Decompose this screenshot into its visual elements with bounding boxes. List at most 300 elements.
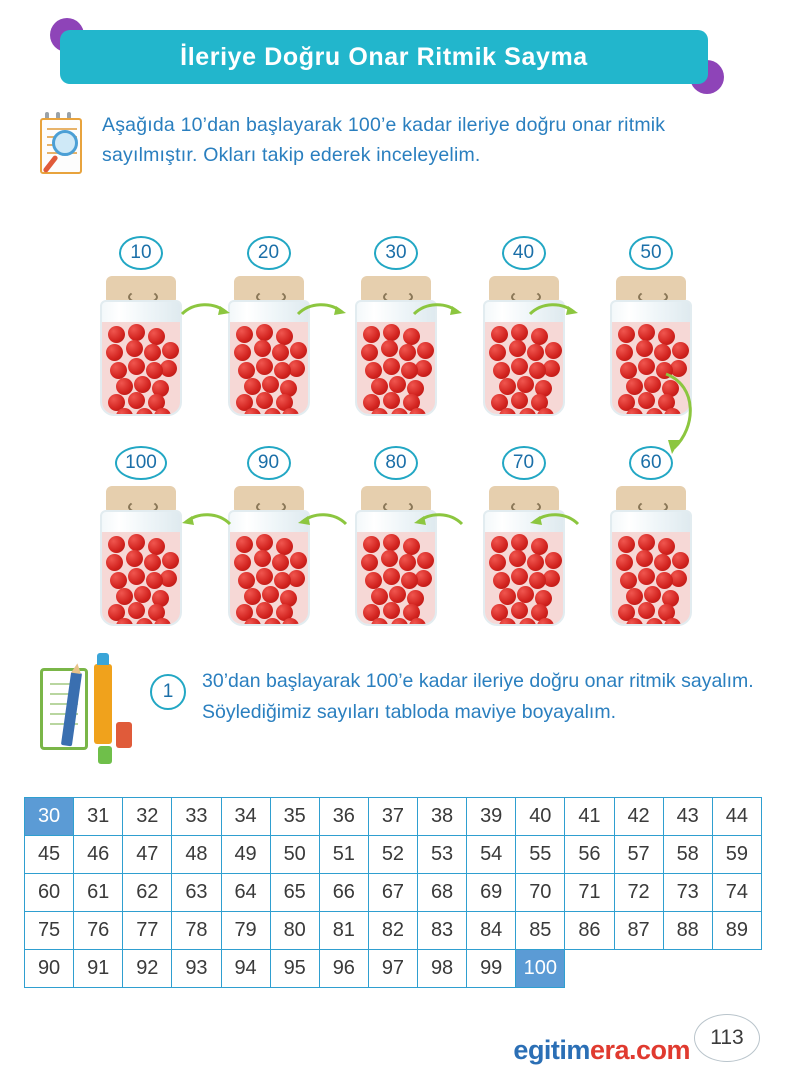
cherry	[238, 362, 255, 379]
cherry	[409, 618, 426, 626]
cherry	[672, 552, 689, 569]
cherry	[511, 392, 528, 409]
table-cell[interactable]: 39	[467, 798, 516, 836]
table-cell[interactable]: 40	[516, 798, 565, 836]
cherry	[489, 554, 506, 571]
table-cell[interactable]: 35	[270, 798, 319, 836]
cherry	[529, 572, 546, 589]
cherry	[254, 340, 271, 357]
table-cell[interactable]: 36	[319, 798, 368, 836]
table-cell[interactable]: 96	[319, 950, 368, 988]
jar-lid	[489, 486, 559, 512]
cherry	[262, 376, 279, 393]
cherry	[236, 326, 253, 343]
cherry	[144, 344, 161, 361]
cherry	[499, 618, 516, 626]
cherry-jar	[355, 486, 437, 626]
cherry	[244, 408, 261, 416]
cherry	[656, 572, 673, 589]
table-cell[interactable]: 66	[319, 874, 368, 912]
cherry	[531, 538, 548, 555]
page-title	[60, 30, 708, 84]
cherry	[361, 344, 378, 361]
flow-arrow-wrap-down	[646, 370, 706, 460]
flow-arrow-left	[296, 510, 348, 528]
table-cell[interactable]: 58	[663, 836, 712, 874]
magnifier-lens	[52, 130, 78, 156]
cherry	[491, 326, 508, 343]
cherry	[162, 342, 179, 359]
table-cell[interactable]: 73	[663, 874, 712, 912]
cherry	[146, 362, 163, 379]
table-cell[interactable]: 94	[221, 950, 270, 988]
cherry	[116, 588, 133, 605]
table-cell[interactable]: 81	[319, 912, 368, 950]
cherry	[371, 618, 388, 626]
jar-lid	[361, 486, 431, 512]
cherry	[626, 588, 643, 605]
cherry	[545, 342, 562, 359]
jar-body	[100, 300, 182, 416]
cherry	[290, 342, 307, 359]
table-cell[interactable]: 72	[614, 874, 663, 912]
cherry	[493, 362, 510, 379]
jar-label: 30	[374, 236, 418, 270]
table-row	[25, 836, 762, 874]
table-cell[interactable]: 41	[565, 798, 614, 836]
jar-lid	[489, 276, 559, 302]
cherry	[658, 538, 675, 555]
cherry	[383, 324, 400, 341]
cherry	[371, 588, 388, 605]
cherry	[363, 536, 380, 553]
table-cell[interactable]: 31	[74, 798, 123, 836]
table-cell-empty	[712, 950, 761, 988]
cherry	[272, 344, 289, 361]
cherry	[531, 328, 548, 345]
table-cell[interactable]: 85	[516, 912, 565, 950]
jar-fill	[102, 532, 180, 624]
jar-cell	[469, 236, 579, 416]
cherry	[365, 362, 382, 379]
cherry	[106, 344, 123, 361]
table-cell-empty	[614, 950, 663, 988]
table-cell[interactable]: 93	[172, 950, 221, 988]
cherry	[399, 554, 416, 571]
cherry	[527, 344, 544, 361]
jar-fill	[612, 532, 690, 624]
cherry	[128, 324, 145, 341]
table-cell[interactable]: 75	[25, 912, 74, 950]
jar-label: 50	[629, 236, 673, 270]
table-cell[interactable]: 51	[319, 836, 368, 874]
cherry	[381, 340, 398, 357]
cherry	[128, 602, 145, 619]
cherry	[517, 586, 534, 603]
cherry	[409, 408, 426, 416]
cherry	[128, 358, 145, 375]
cherry-jar	[228, 276, 310, 416]
cherry	[110, 362, 127, 379]
cherry	[361, 554, 378, 571]
table-cell[interactable]: 45	[25, 836, 74, 874]
intro-block	[36, 110, 746, 180]
cherry	[128, 534, 145, 551]
table-cell[interactable]: 99	[467, 950, 516, 988]
jar-lid	[234, 486, 304, 512]
table-cell[interactable]: 59	[712, 836, 761, 874]
table-cell-empty	[565, 950, 614, 988]
table-cell[interactable]: 82	[368, 912, 417, 950]
cherry	[654, 344, 671, 361]
cherry-jar	[100, 486, 182, 626]
cherry	[389, 376, 406, 393]
table-cell[interactable]: 56	[565, 836, 614, 874]
table-cell[interactable]: 46	[74, 836, 123, 874]
table-cell[interactable]: 62	[123, 874, 172, 912]
watermark-second: era.com	[589, 1035, 690, 1065]
jar-cell	[86, 446, 196, 626]
jar-cell	[469, 446, 579, 626]
table-row	[25, 874, 762, 912]
table-cell[interactable]: 57	[614, 836, 663, 874]
cherry	[626, 378, 643, 395]
flow-arrow-right	[296, 300, 348, 318]
cherry	[256, 534, 273, 551]
cherry	[620, 572, 637, 589]
table-cell[interactable]: 60	[25, 874, 74, 912]
cherry	[511, 324, 528, 341]
cherry	[256, 324, 273, 341]
cherry	[154, 618, 171, 626]
cherry	[403, 328, 420, 345]
table-cell[interactable]: 38	[418, 798, 467, 836]
table-row	[25, 912, 762, 950]
jar-fill	[230, 322, 308, 414]
cherry	[244, 588, 261, 605]
cherry	[511, 568, 528, 585]
cherry-jar	[228, 486, 310, 626]
cherry	[499, 588, 516, 605]
jar-label: 20	[247, 236, 291, 270]
cherry	[365, 572, 382, 589]
table-cell[interactable]: 77	[123, 912, 172, 950]
cherry	[511, 358, 528, 375]
table-cell[interactable]: 53	[418, 836, 467, 874]
table-cell[interactable]: 44	[712, 798, 761, 836]
jar-row-bottom	[86, 446, 706, 626]
cherry-jar	[483, 276, 565, 416]
cherry	[636, 550, 653, 567]
cherry	[519, 408, 536, 416]
intro-text: Aşağıda 10’dan başlayarak 100’e kadar ileriye doğru onar ritmik sayılmıştır. Okları takip ederek inceleyelim.	[102, 114, 666, 166]
table-cell[interactable]: 64	[221, 874, 270, 912]
cherry	[638, 568, 655, 585]
cherry	[363, 326, 380, 343]
table-cell[interactable]: 42	[614, 798, 663, 836]
flow-arrow-left	[412, 510, 464, 528]
cherry	[616, 344, 633, 361]
table-cell[interactable]: 88	[663, 912, 712, 950]
cherry	[116, 618, 133, 626]
page-number: 113	[694, 1014, 760, 1062]
cherry	[383, 534, 400, 551]
watermark	[513, 1035, 690, 1066]
jar-lid	[616, 276, 686, 302]
cherry	[519, 618, 536, 626]
table-cell[interactable]: 79	[221, 912, 270, 950]
cherry	[276, 538, 293, 555]
cherry	[636, 340, 653, 357]
cherry	[128, 568, 145, 585]
table-cell[interactable]: 54	[467, 836, 516, 874]
table-cell[interactable]: 65	[270, 874, 319, 912]
cherry	[403, 538, 420, 555]
cherry	[417, 342, 434, 359]
cherry	[517, 376, 534, 393]
cherry	[389, 586, 406, 603]
cherry	[383, 602, 400, 619]
cherry	[638, 324, 655, 341]
table-cell[interactable]: 61	[74, 874, 123, 912]
table-cell[interactable]: 80	[270, 912, 319, 950]
watermark-first: egitim	[513, 1035, 590, 1065]
table-cell[interactable]: 37	[368, 798, 417, 836]
cherry	[264, 408, 281, 416]
jar-label: 70	[502, 446, 546, 480]
cherry	[126, 340, 143, 357]
cherry	[274, 572, 291, 589]
jar-label: 60	[629, 446, 673, 480]
cherry	[276, 328, 293, 345]
jar-label: 100	[115, 446, 167, 480]
cherry	[134, 586, 151, 603]
cherry	[509, 550, 526, 567]
jar-label: 80	[374, 446, 418, 480]
table-cell[interactable]: 95	[270, 950, 319, 988]
table-cell[interactable]: 76	[74, 912, 123, 950]
cherry	[644, 586, 661, 603]
table-cell[interactable]: 92	[123, 950, 172, 988]
cherry	[116, 408, 133, 416]
cherry	[154, 408, 171, 416]
cherry	[110, 572, 127, 589]
table-cell[interactable]: 84	[467, 912, 516, 950]
number-table	[24, 797, 762, 988]
jar-cell	[341, 446, 451, 626]
table-cell[interactable]: 34	[221, 798, 270, 836]
table-cell[interactable]: 55	[516, 836, 565, 874]
cherry	[638, 602, 655, 619]
jar-fill	[102, 322, 180, 414]
cherry	[626, 408, 643, 416]
table-cell[interactable]: 97	[368, 950, 417, 988]
cherry-jar	[355, 276, 437, 416]
jar-fill	[357, 322, 435, 414]
table-cell-empty	[663, 950, 712, 988]
cherry	[234, 554, 251, 571]
table-cell[interactable]: 63	[172, 874, 221, 912]
cherry	[511, 534, 528, 551]
cherry	[401, 362, 418, 379]
cherry	[618, 536, 635, 553]
jar-lid	[234, 276, 304, 302]
cherry	[144, 554, 161, 571]
cherry	[262, 586, 279, 603]
jar-fill	[485, 532, 563, 624]
cherry	[236, 536, 253, 553]
jar-lid	[616, 486, 686, 512]
table-cell[interactable]: 74	[712, 874, 761, 912]
cherry	[126, 550, 143, 567]
cherry	[256, 602, 273, 619]
jar-cell	[341, 236, 451, 416]
table-cell[interactable]: 71	[565, 874, 614, 912]
title-banner	[42, 18, 726, 94]
table-row	[25, 798, 762, 836]
cherry	[638, 534, 655, 551]
jar-label: 10	[119, 236, 163, 270]
cherry	[672, 342, 689, 359]
cherry	[658, 328, 675, 345]
cherry	[134, 376, 151, 393]
cherry	[108, 536, 125, 553]
activity-block	[36, 660, 756, 772]
cherry	[499, 378, 516, 395]
table-cell[interactable]: 70	[516, 874, 565, 912]
cherry	[499, 408, 516, 416]
cherry	[244, 618, 261, 626]
cherry	[509, 340, 526, 357]
cherry	[527, 554, 544, 571]
cherry	[489, 344, 506, 361]
flow-arrow-left	[528, 510, 580, 528]
cherry	[264, 618, 281, 626]
cherry	[664, 618, 681, 626]
cherry	[146, 572, 163, 589]
cherry	[371, 408, 388, 416]
cherry	[256, 358, 273, 375]
activity-text: 30’dan başlayarak 100’e kadar ileriye doğru onar ritmik sayalım. Söylediğimiz sayıları tabloda maviye boyayalım.	[202, 670, 754, 723]
cherry	[545, 552, 562, 569]
jar-cell	[214, 446, 324, 626]
cherry	[401, 572, 418, 589]
cherry	[282, 618, 299, 626]
cherry	[371, 378, 388, 395]
cherry-jar	[100, 276, 182, 416]
marker-cap-green-icon	[98, 746, 112, 764]
jar-lid	[106, 276, 176, 302]
table-cell[interactable]: 90	[25, 950, 74, 988]
table-cell[interactable]: 83	[418, 912, 467, 950]
table-cell[interactable]: 100	[516, 950, 565, 988]
table-cell[interactable]: 50	[270, 836, 319, 874]
cherry	[116, 378, 133, 395]
cherry	[626, 618, 643, 626]
table-cell[interactable]: 91	[74, 950, 123, 988]
cherry	[106, 554, 123, 571]
cherry	[128, 392, 145, 409]
cherry	[282, 408, 299, 416]
cherry-jar	[483, 486, 565, 626]
table-cell[interactable]: 69	[467, 874, 516, 912]
jar-body	[100, 510, 182, 626]
cherry	[108, 326, 125, 343]
cherry	[383, 568, 400, 585]
table-cell[interactable]: 89	[712, 912, 761, 950]
flow-arrow-right	[180, 300, 232, 318]
table-cell[interactable]: 98	[418, 950, 467, 988]
activity-number: 1	[150, 674, 186, 710]
cherry	[537, 408, 554, 416]
table-cell[interactable]: 43	[663, 798, 712, 836]
cherry	[383, 358, 400, 375]
jar-fill	[357, 532, 435, 624]
jar-lid	[106, 486, 176, 512]
cherry	[654, 554, 671, 571]
cherry	[620, 362, 637, 379]
cherry	[234, 344, 251, 361]
flow-arrow-right	[528, 300, 580, 318]
cherry	[616, 554, 633, 571]
table-cell[interactable]: 86	[565, 912, 614, 950]
jar-fill	[485, 322, 563, 414]
table-cell[interactable]: 33	[172, 798, 221, 836]
cherry	[491, 536, 508, 553]
marker-cap-icon	[116, 722, 132, 748]
cherry	[493, 572, 510, 589]
jar-body	[610, 510, 692, 626]
table-cell[interactable]: 32	[123, 798, 172, 836]
jar-cell	[214, 236, 324, 416]
jar-fill	[230, 532, 308, 624]
cherry	[537, 618, 554, 626]
table-cell[interactable]: 87	[614, 912, 663, 950]
cherry	[148, 538, 165, 555]
cherry	[254, 550, 271, 567]
table-cell[interactable]: 30	[25, 798, 74, 836]
page-title-text: İleriye Doğru Onar Ritmik Sayma	[180, 42, 588, 71]
cherry	[274, 362, 291, 379]
table-row	[25, 950, 762, 988]
cherry	[511, 602, 528, 619]
table-cell[interactable]: 47	[123, 836, 172, 874]
cherry	[618, 326, 635, 343]
pencils-clipboard-icon	[36, 660, 142, 772]
cherry	[417, 552, 434, 569]
jar-cell	[86, 236, 196, 416]
cherry	[529, 362, 546, 379]
cherry	[148, 328, 165, 345]
table-cell[interactable]: 52	[368, 836, 417, 874]
cherry-jar	[610, 486, 692, 626]
table-cell[interactable]: 78	[172, 912, 221, 950]
table-cell[interactable]: 68	[418, 874, 467, 912]
jar-row-top	[86, 236, 706, 416]
table-cell[interactable]: 49	[221, 836, 270, 874]
cherry	[256, 568, 273, 585]
jar-label: 40	[502, 236, 546, 270]
table-cell[interactable]: 67	[368, 874, 417, 912]
marker-icon	[94, 664, 112, 744]
cherry	[383, 392, 400, 409]
jar-lid	[361, 276, 431, 302]
cherry	[290, 552, 307, 569]
cherry	[244, 378, 261, 395]
jar-label: 90	[247, 446, 291, 480]
table-cell[interactable]: 48	[172, 836, 221, 874]
cherry	[381, 550, 398, 567]
